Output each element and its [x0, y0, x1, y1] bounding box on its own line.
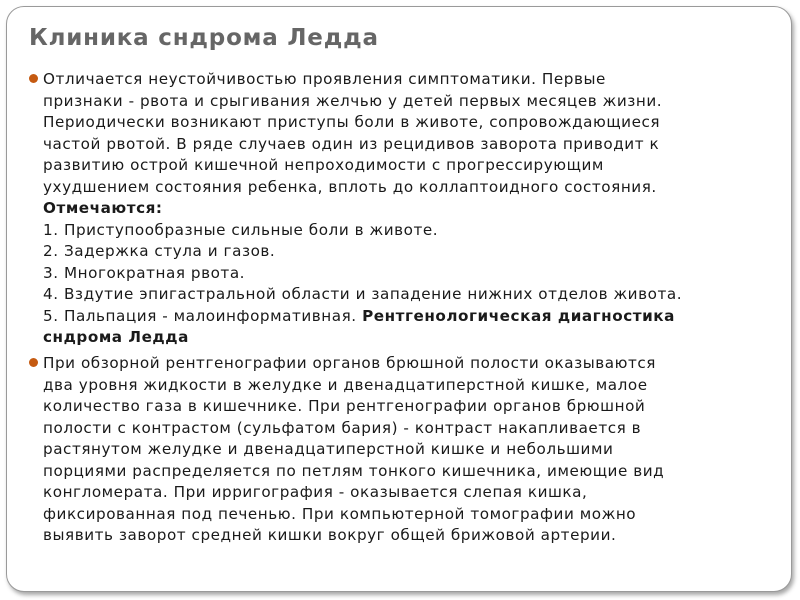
section-heading-continued: сндрома Ледда	[43, 328, 189, 346]
symptom-item-with-heading	[43, 306, 765, 328]
symptom-item: 5. Пальпация - малоинформативная.	[43, 306, 357, 325]
text-line: признаки - рвота и срыгивания желчью у детей первых месяцев жизни.	[43, 91, 663, 110]
bullet-text	[43, 353, 765, 547]
symptoms-subheading: Отмечаются:	[43, 199, 163, 217]
text-line: При обзорной рентгенографии органов брюшной полости оказываются	[43, 354, 656, 372]
slide-frame	[6, 6, 792, 592]
bullet-text	[43, 69, 765, 349]
text-line: количество газа в кишечнике. При рентгенографии органов брюшной	[43, 397, 646, 415]
bullet-dot-icon	[29, 74, 38, 83]
section-heading: Рентгенологическая диагностика	[362, 306, 675, 325]
bullet-clinical-picture	[29, 69, 765, 349]
text-line: фиксированная под печенью. При компьютерной томографии можно	[43, 504, 637, 523]
text-line: порциями распределяется по петлям тонкого кишечника, имеющие вид	[43, 461, 665, 480]
slide-title: Клиника сндрома Ледда	[29, 25, 379, 51]
text-line: ухудшением состояния ребенка, вплоть до коллаптоидного состояния.	[43, 177, 657, 196]
symptom-item: 2. Задержка стула и газов.	[43, 242, 276, 260]
symptom-item: 4. Вздутие эпигастральной области и западение нижних отделов живота.	[43, 285, 683, 303]
symptom-item: 1. Приступообразные сильные боли в животе.	[43, 220, 439, 239]
text-line: растянутом желудке и двенадцатиперстной кишке и небольшими	[43, 440, 614, 458]
text-line: выявить заворот средней кишки вокруг общей брижовой артерии.	[43, 526, 617, 544]
text-line: развитию острой кишечной непроходимости с прогрессирующим	[43, 156, 604, 174]
text-line: два уровня жидкости в желудке и двенадцатиперстной кишке, малое	[43, 375, 648, 394]
text-line: полости с контрастом (сульфатом бария) - контраст накапливается в	[43, 418, 642, 437]
bullet-dot-icon	[29, 358, 38, 367]
bullet-radiology	[29, 353, 765, 547]
symptom-item: 3. Многократная рвота.	[43, 263, 246, 282]
text-line: Отличается неустойчивостью проявления симптоматики. Первые	[43, 70, 606, 88]
text-line: частой рвотой. В ряде случаев один из рецидивов заворота приводит к	[43, 134, 660, 153]
text-line: конгломерата. При ирригография - оказывается слепая кишка,	[43, 483, 588, 501]
text-line: Периодически возникают приступы боли в животе, сопровождающиеся	[43, 113, 661, 131]
